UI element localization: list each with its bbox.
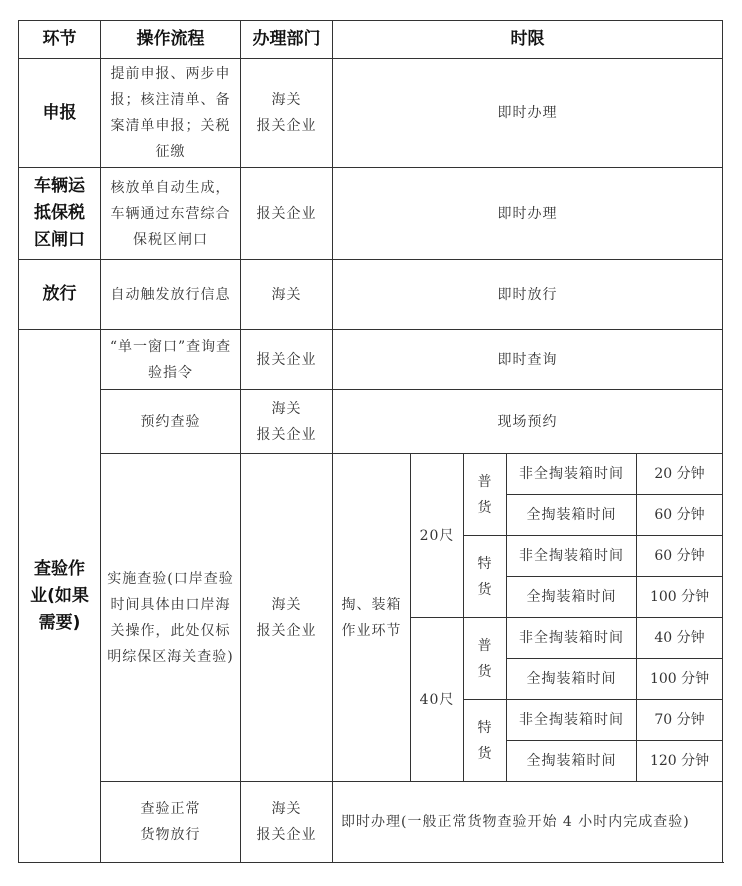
size-20ft: 20尺 bbox=[411, 454, 464, 618]
type-char: 货 bbox=[477, 499, 493, 516]
cargo-type-general bbox=[464, 454, 507, 536]
dept-line: 报关企业 bbox=[256, 426, 317, 443]
type-char: 特 bbox=[477, 555, 493, 572]
process-line: 查验正常 bbox=[140, 801, 201, 817]
cargo-type-general bbox=[464, 618, 507, 700]
duration-value: 70 分钟 bbox=[637, 700, 723, 741]
dept-gate: 报关企业 bbox=[241, 168, 333, 260]
stage-line: 需要) bbox=[38, 612, 81, 633]
stage-line: 抵保税 bbox=[34, 203, 85, 223]
type-char: 普 bbox=[477, 637, 493, 654]
duration-value: 40 分钟 bbox=[637, 618, 723, 659]
process-appointment: 预约查验 bbox=[101, 390, 241, 454]
duration-value: 60 分钟 bbox=[637, 536, 723, 577]
dept-line: 报关企业 bbox=[256, 118, 317, 134]
duration-label: 非全掏装箱时间 bbox=[507, 536, 637, 577]
header-row bbox=[19, 21, 723, 59]
cargo-type-special bbox=[464, 700, 507, 782]
process-gate: 核放单自动生成，车辆通过东营综合保税区闸口 bbox=[101, 168, 241, 260]
link-unpacking: 掏、装箱作业环节 bbox=[333, 454, 411, 782]
duration-label: 非全掏装箱时间 bbox=[507, 700, 637, 741]
stage-release: 放行 bbox=[19, 260, 101, 330]
process-implement: 实施查验(口岸查验时间具体由口岸海关操作，此处仅标明综保区海关查验) bbox=[101, 454, 241, 782]
table-row bbox=[19, 330, 723, 390]
duration-value: 20 分钟 bbox=[637, 454, 723, 495]
table-row bbox=[19, 260, 723, 330]
time-normal-release: 即时办理(一般正常货物查验开始 4 小时内完成查验) bbox=[333, 782, 723, 863]
process-query: “单一窗口”查询查验指令 bbox=[101, 330, 241, 390]
duration-value: 120 分钟 bbox=[637, 741, 723, 782]
process-release: 自动触发放行信息 bbox=[101, 260, 241, 330]
cargo-type-special bbox=[464, 536, 507, 618]
header-stage: 环节 bbox=[19, 21, 101, 59]
table-row bbox=[19, 454, 723, 495]
dept-line: 海关 bbox=[271, 596, 302, 613]
stage-gate bbox=[19, 168, 101, 260]
dept-release: 海关 bbox=[241, 260, 333, 330]
dept-line: 海关 bbox=[271, 801, 302, 817]
table-row bbox=[19, 168, 723, 260]
time-release: 即时放行 bbox=[333, 260, 723, 330]
dept-normal-release bbox=[241, 782, 333, 863]
duration-value: 100 分钟 bbox=[637, 659, 723, 700]
header-process: 操作流程 bbox=[101, 21, 241, 59]
process-declare: 提前申报、两步申报；核注清单、备案清单申报；关税征缴 bbox=[101, 59, 241, 168]
duration-value: 60 分钟 bbox=[637, 495, 723, 536]
size-40ft: 40尺 bbox=[411, 618, 464, 782]
time-appointment: 现场预约 bbox=[333, 390, 723, 454]
customs-process-table bbox=[18, 20, 723, 863]
stage-line: 查验作 bbox=[34, 558, 85, 579]
dept-appointment bbox=[241, 390, 333, 454]
duration-label: 全掏装箱时间 bbox=[507, 741, 637, 782]
duration-label: 全掏装箱时间 bbox=[507, 577, 637, 618]
dept-implement bbox=[241, 454, 333, 782]
dept-line: 报关企业 bbox=[256, 827, 317, 843]
dept-line: 海关 bbox=[271, 92, 302, 108]
type-char: 货 bbox=[477, 581, 493, 598]
type-char: 普 bbox=[477, 473, 493, 490]
type-char: 特 bbox=[477, 719, 493, 736]
table-row bbox=[19, 782, 723, 863]
dept-query: 报关企业 bbox=[241, 330, 333, 390]
duration-value: 100 分钟 bbox=[637, 577, 723, 618]
time-query: 即时查询 bbox=[333, 330, 723, 390]
duration-label: 非全掏装箱时间 bbox=[507, 454, 637, 495]
process-line: 货物放行 bbox=[140, 827, 201, 843]
stage-line: 业(如果 bbox=[30, 585, 89, 606]
dept-declare bbox=[241, 59, 333, 168]
stage-declare: 申报 bbox=[19, 59, 101, 168]
stage-line: 车辆运 bbox=[34, 176, 85, 196]
time-gate: 即时办理 bbox=[333, 168, 723, 260]
stage-inspection bbox=[19, 330, 101, 863]
duration-label: 非全掏装箱时间 bbox=[507, 618, 637, 659]
table-row bbox=[19, 59, 723, 168]
duration-label: 全掏装箱时间 bbox=[507, 659, 637, 700]
process-normal-release bbox=[101, 782, 241, 863]
duration-label: 全掏装箱时间 bbox=[507, 495, 637, 536]
stage-line: 区闸口 bbox=[34, 230, 85, 250]
dept-line: 报关企业 bbox=[256, 622, 317, 639]
header-time-limit: 时限 bbox=[333, 21, 723, 59]
header-department: 办理部门 bbox=[241, 21, 333, 59]
dept-line: 海关 bbox=[271, 400, 302, 417]
type-char: 货 bbox=[477, 663, 493, 680]
time-declare: 即时办理 bbox=[333, 59, 723, 168]
type-char: 货 bbox=[477, 745, 493, 762]
table-row bbox=[19, 390, 723, 454]
